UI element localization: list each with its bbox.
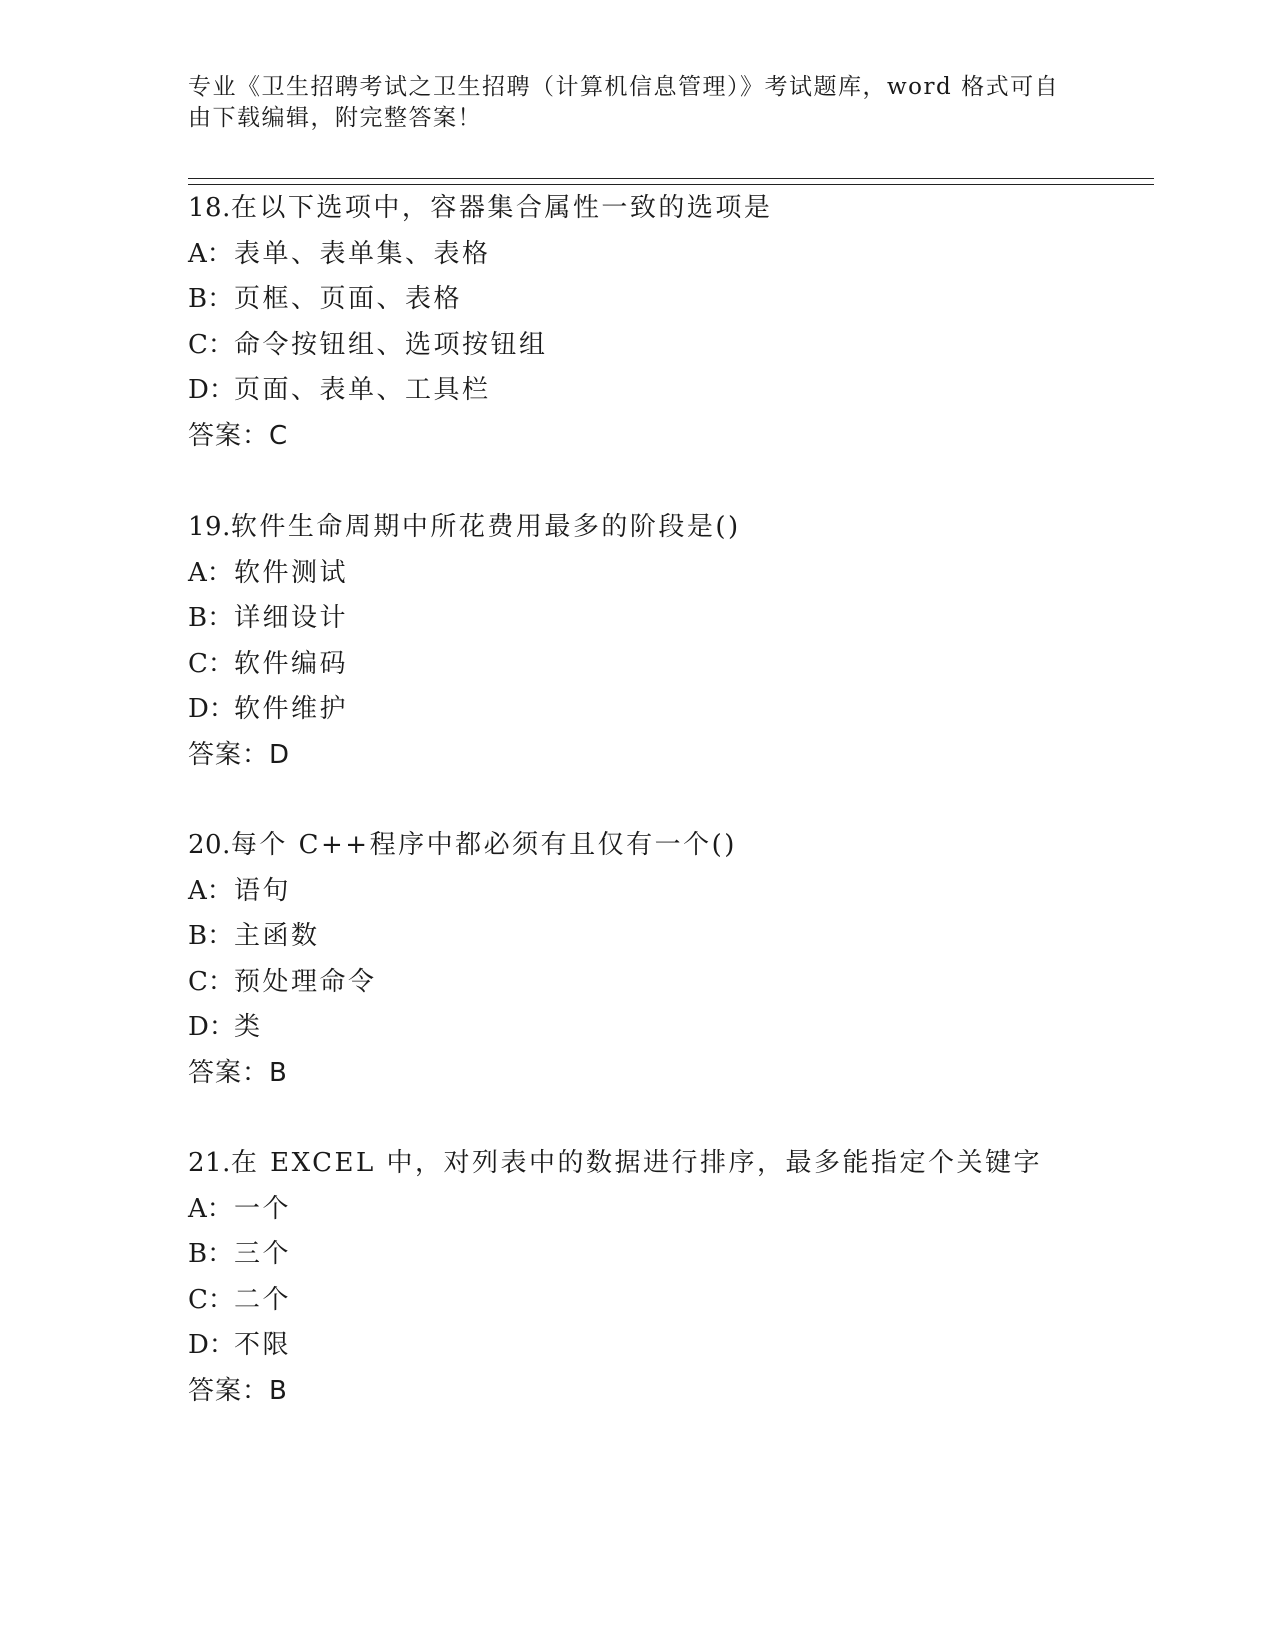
question-block-20 bbox=[188, 823, 1168, 1096]
option-letter: B： bbox=[188, 921, 234, 951]
option-text: 语句 bbox=[234, 875, 292, 906]
option-b bbox=[188, 1232, 1168, 1278]
option-c bbox=[188, 960, 1168, 1006]
question-number: 18. bbox=[188, 193, 231, 223]
option-text: 预处理命令 bbox=[234, 966, 377, 997]
question-block-21 bbox=[188, 1141, 1168, 1414]
question-stem bbox=[188, 823, 1168, 869]
option-letter: A： bbox=[188, 557, 233, 588]
question-text: 每个 C++程序中都必须有且仅有一个() bbox=[230, 830, 737, 860]
option-letter: A： bbox=[188, 875, 233, 906]
option-letter: A： bbox=[188, 238, 233, 269]
option-d bbox=[188, 1005, 1168, 1051]
option-text: 详细设计 bbox=[234, 603, 349, 633]
option-text: 二个 bbox=[234, 1284, 292, 1315]
option-text: 一个 bbox=[234, 1193, 292, 1224]
option-text: 软件编码 bbox=[234, 648, 349, 679]
option-d bbox=[188, 687, 1168, 733]
question-stem bbox=[188, 186, 1168, 232]
option-text: 页框、页面、表格 bbox=[234, 284, 463, 314]
option-letter: C： bbox=[188, 1284, 234, 1315]
option-a bbox=[188, 869, 1168, 915]
option-text: 软件测试 bbox=[234, 557, 349, 588]
option-letter: B： bbox=[188, 1239, 234, 1269]
option-letter: B： bbox=[188, 284, 234, 314]
question-block-19 bbox=[188, 505, 1168, 778]
option-letter: A： bbox=[188, 1193, 233, 1224]
question-stem bbox=[188, 1141, 1168, 1187]
option-d bbox=[188, 1323, 1168, 1369]
option-b bbox=[188, 277, 1168, 323]
option-text: 页面、表单、工具栏 bbox=[234, 375, 491, 405]
option-letter: D： bbox=[188, 1012, 235, 1042]
option-text: 类 bbox=[234, 1012, 263, 1042]
document-header bbox=[188, 72, 1078, 134]
header-line-2: 由下载编辑，附完整答案！ bbox=[188, 105, 482, 131]
option-letter: C： bbox=[188, 648, 234, 679]
option-letter: D： bbox=[188, 1330, 235, 1360]
option-letter: B： bbox=[188, 603, 234, 633]
option-letter: C： bbox=[188, 966, 234, 997]
question-text: 在以下选项中，容器集合属性一致的选项是 bbox=[230, 193, 773, 223]
answer-line: 答案：B bbox=[188, 1057, 288, 1088]
option-text: 命令按钮组、选项按钮组 bbox=[234, 329, 548, 360]
option-text: 不限 bbox=[234, 1330, 292, 1360]
header-divider-bottom bbox=[188, 184, 1154, 185]
question-number: 19. bbox=[188, 512, 231, 542]
option-b bbox=[188, 596, 1168, 642]
option-a bbox=[188, 551, 1168, 597]
question-stem bbox=[188, 505, 1168, 551]
option-c bbox=[188, 323, 1168, 369]
option-text: 软件维护 bbox=[234, 694, 349, 724]
option-c bbox=[188, 1278, 1168, 1324]
option-text: 三个 bbox=[234, 1239, 292, 1269]
option-b bbox=[188, 914, 1168, 960]
option-text: 主函数 bbox=[234, 921, 320, 951]
header-divider-top bbox=[188, 178, 1154, 179]
option-d bbox=[188, 368, 1168, 414]
answer-line: 答案：B bbox=[188, 1375, 288, 1406]
question-text: 软件生命周期中所花费用最多的阶段是() bbox=[230, 512, 741, 542]
question-block-18 bbox=[188, 186, 1168, 459]
option-a bbox=[188, 232, 1168, 278]
option-c bbox=[188, 642, 1168, 688]
option-letter: D： bbox=[188, 694, 235, 724]
question-number: 21. bbox=[188, 1148, 231, 1178]
option-text: 表单、表单集、表格 bbox=[234, 238, 491, 269]
option-letter: C： bbox=[188, 329, 234, 360]
header-line-1: 专业《卫生招聘考试之卫生招聘（计算机信息管理）》考试题库，word 格式可自 bbox=[188, 74, 1060, 100]
answer-line: 答案：D bbox=[188, 739, 291, 770]
answer-line: 答案：C bbox=[188, 420, 289, 451]
option-a bbox=[188, 1187, 1168, 1233]
question-text: 在 EXCEL 中，对列表中的数据进行排序，最多能指定个关键字 bbox=[230, 1148, 1043, 1178]
option-letter: D： bbox=[188, 375, 235, 405]
question-number: 20. bbox=[188, 830, 231, 860]
